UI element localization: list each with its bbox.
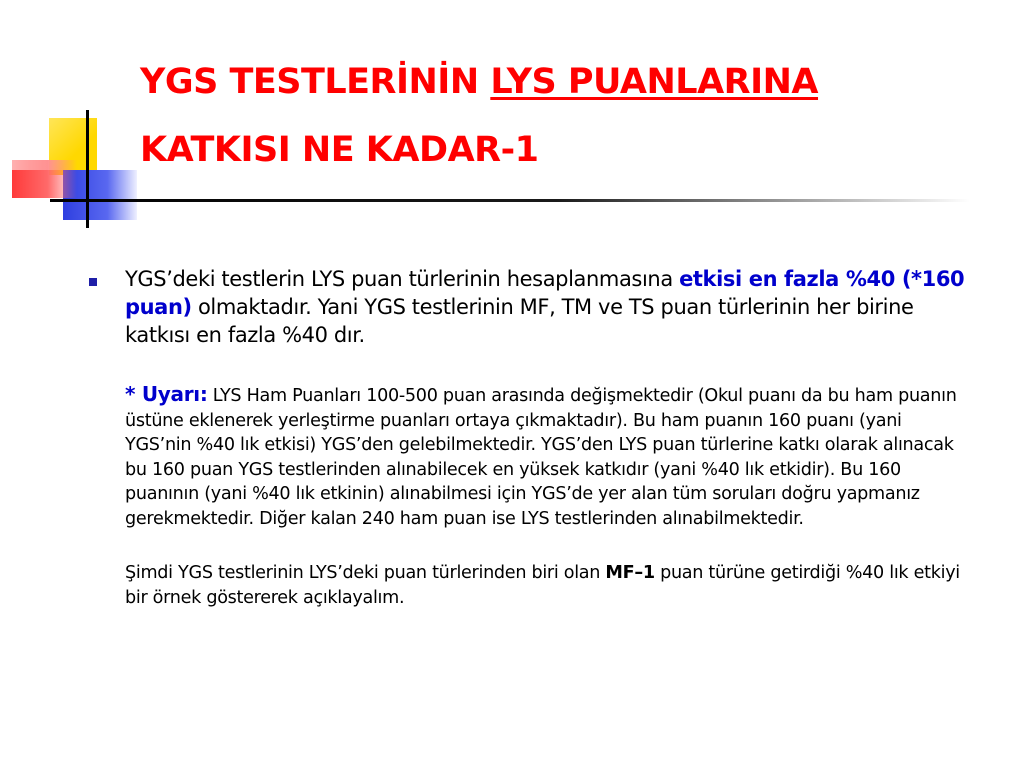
warning-label: * Uyarı: bbox=[125, 382, 208, 406]
bullet-text-before: YGS’deki testlerin LYS puan türlerinin hesaplanmasına bbox=[125, 267, 680, 291]
bullet-square-icon bbox=[89, 278, 97, 286]
slide-content bbox=[125, 265, 965, 610]
example-bold: MF–1 bbox=[605, 563, 655, 583]
decorative-logo bbox=[0, 0, 160, 240]
title-part-2-underlined: LYS PUANLARINA bbox=[490, 62, 819, 102]
title-part-1: YGS TESTLERİNİN bbox=[140, 62, 491, 102]
title-line-1 bbox=[140, 48, 1000, 116]
warning-text: LYS Ham Puanları 100-500 puan arasında değişmektedir (Okul puanı da bu ham puanın üstüne eklenerek yerleştirme puanları ortaya çıkmaktadır). Bu ham puanın 160 puanı (yani YGS’nin %40 lık etkisi) YGS’den gelebilmektedir. YGS’den LYS puan türlerine katkı olarak alınacak bu 160 puan YGS testlerinden alınabilecek en yüksek katkıdır (yani %40 lık etkidir). Bu 160 puanının (yani %40 lık etkinin) alınabilmesi için YGS’de yer alan tüm soruları doğru yapmanız gerekmektedir. Diğer kalan 240 ham puan ise LYS testlerinden alınabilmektedir. bbox=[125, 386, 957, 529]
example-paragraph bbox=[125, 561, 965, 610]
bullet-paragraph bbox=[125, 265, 965, 349]
bullet-text-after: olmaktadır. Yani YGS testlerinin MF, TM ve TS puan türlerinin her birine katkısı en fazla %40 dır. bbox=[125, 295, 914, 347]
title-underline-rule bbox=[50, 199, 970, 202]
example-text-after: puan türüne getirdiği %40 lık etkiyi bir örnek göstererek açıklayalım. bbox=[125, 563, 960, 608]
red-square-highlight bbox=[12, 160, 77, 170]
title-line-2: KATKISI NE KADAR-1 bbox=[140, 130, 539, 170]
warning-paragraph bbox=[125, 382, 965, 531]
example-text-before: Şimdi YGS testlerinin LYS’deki puan türlerinden biri olan bbox=[125, 563, 606, 583]
slide-title bbox=[140, 48, 1000, 184]
bullet-highlight: etkisi en fazla %40 (*160 puan) bbox=[125, 267, 965, 319]
vertical-divider-line bbox=[86, 110, 89, 228]
